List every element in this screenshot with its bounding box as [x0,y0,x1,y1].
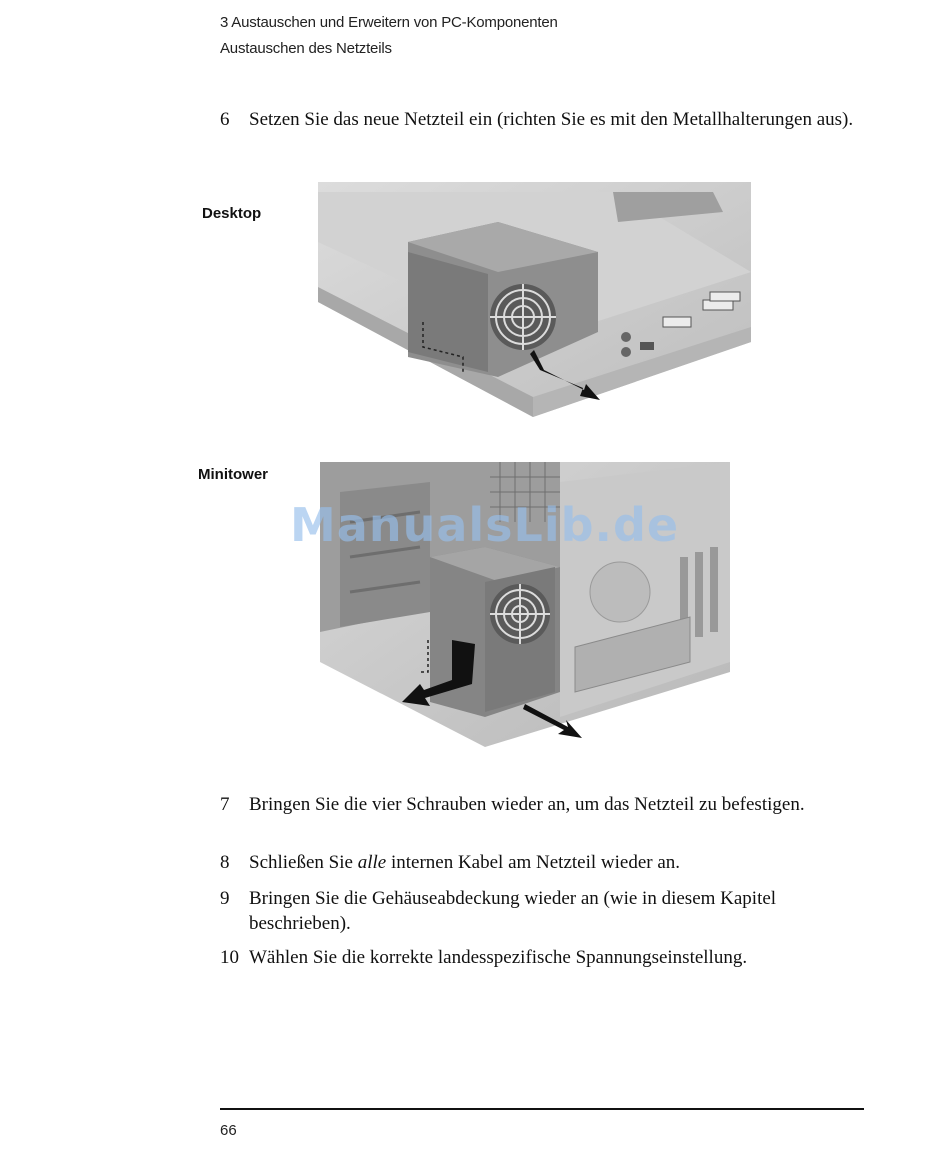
desktop-power-supply-illustration [318,182,751,422]
step-text-after: internen Kabel am Netzteil wieder an. [386,852,681,873]
step-6 [220,107,870,132]
step-text: Setzen Sie das neue Netzteil ein (richten Sie es mit den Metallhalterungen aus). [249,109,854,130]
step-10 [220,945,870,970]
step-number: 10 [220,947,239,968]
step-8 [220,850,870,875]
step-text [249,850,870,875]
step-text: Bringen Sie die vier Schrauben wieder an, um das Netzteil zu befestigen. [249,794,805,815]
step-number: 8 [220,852,230,873]
footer-rule [220,1108,864,1110]
desktop-label: Desktop [202,205,262,222]
step-9 [220,886,870,936]
step-text: Bringen Sie die Gehäuseabdeckung wieder an (wie in diesem Kapitel beschrieben). [249,888,777,934]
step-number: 7 [220,794,230,815]
chapter-header: 3 Austauschen und Erweitern von PC-Komponenten [220,14,558,31]
minitower-label: Minitower [198,466,268,483]
step-number: 9 [220,888,230,909]
step-number: 6 [220,109,230,130]
section-header: Austauschen des Netzteils [220,40,392,57]
watermark: ManualsLib.de [290,498,680,552]
step-7 [220,792,870,817]
step-text-emphasis: alle [357,852,387,873]
step-text-before: Schließen Sie [249,852,358,873]
page-number: 66 [220,1122,237,1139]
step-text: Wählen Sie die korrekte landesspezifische Spannungseinstellung. [249,947,748,968]
